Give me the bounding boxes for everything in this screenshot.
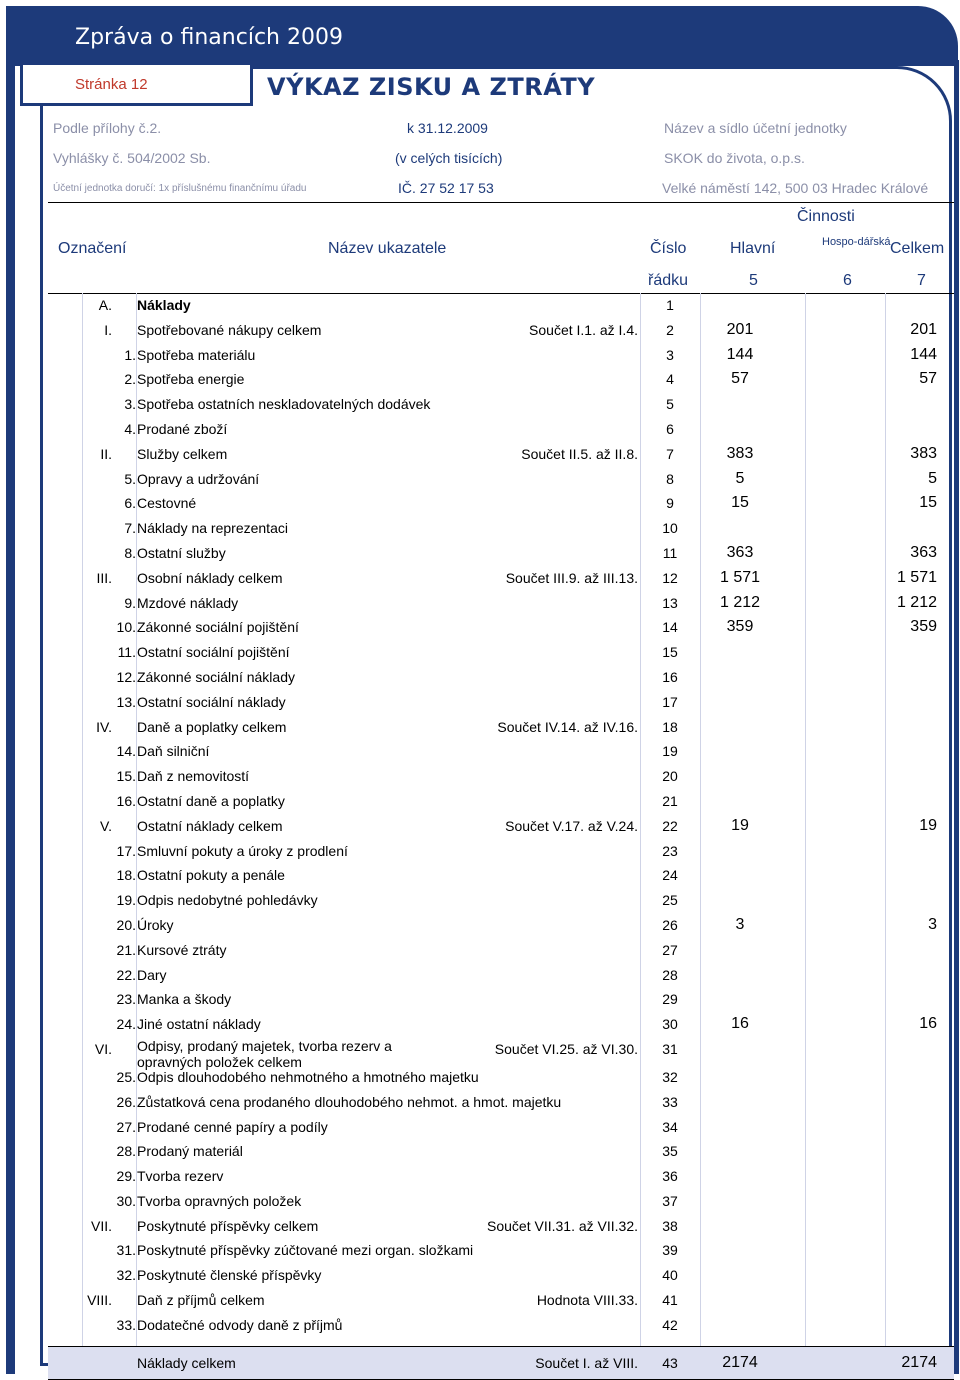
table-row	[48, 963, 954, 988]
row-name: Spotřeba ostatních neskladovatelných dodávek	[137, 396, 431, 413]
row-number: 16	[662, 668, 678, 685]
row-total-value: 144	[910, 345, 937, 363]
table-row	[48, 1313, 954, 1338]
row-number: 33	[662, 1093, 678, 1110]
row-total-value: 363	[910, 543, 937, 561]
row-name: Odpis nedobytné pohledávky	[137, 892, 318, 909]
row-total-value: 1 212	[896, 593, 937, 611]
row-sub-number: 28.	[116, 1143, 136, 1160]
row-sub-number: 9.	[124, 594, 136, 611]
row-number: 21	[662, 792, 678, 809]
row-name: Jiné ostatní náklady	[137, 1016, 261, 1033]
table-row	[48, 417, 954, 442]
row-number: 6	[666, 420, 674, 437]
row-number: 3	[666, 346, 674, 363]
row-name: Cestovné	[137, 495, 197, 512]
row-name: Ostatní daně a poplatky	[137, 792, 285, 809]
table-row	[48, 467, 954, 492]
table-row	[48, 318, 954, 343]
row-number: 34	[662, 1118, 678, 1135]
row-number: 11	[662, 544, 678, 561]
row-main-value: 144	[726, 345, 754, 363]
row-name: Dary	[137, 966, 167, 983]
row-name: Prodané zboží	[137, 420, 228, 437]
table-row	[48, 516, 954, 541]
table-row	[48, 442, 954, 467]
row-total-value: 19	[919, 816, 937, 834]
row-main-value: 383	[726, 444, 754, 462]
row-sub-number: 20.	[116, 916, 136, 933]
row-main-value: 363	[726, 543, 754, 561]
row-sub-number: 3.	[124, 396, 136, 413]
row-number: 26	[662, 916, 678, 933]
row-name: Náklady na reprezentaci	[137, 520, 288, 537]
row-sub-number: 30.	[116, 1192, 136, 1209]
row-main-value: 359	[726, 618, 754, 636]
row-name: Poskytnuté členské příspěvky	[137, 1267, 322, 1284]
table-row	[48, 491, 954, 516]
row-sub-number: 12.	[116, 668, 136, 685]
row-main-value: 15	[731, 494, 749, 512]
row-mark: VIII.	[87, 1292, 112, 1309]
row-number: 29	[662, 991, 678, 1008]
row-sub-number: 24.	[116, 1016, 136, 1033]
entity-name: SKOK do života, o.p.s.	[664, 150, 805, 166]
table-row	[48, 1189, 954, 1214]
row-number: 17	[662, 693, 678, 710]
row-name: Daň z nemovitostí	[137, 768, 250, 785]
row-mark: I.	[104, 321, 112, 338]
row-sub-number: 33.	[116, 1316, 136, 1333]
table-row	[48, 1115, 954, 1140]
row-total-value: 57	[919, 370, 937, 388]
row-name: Náklady	[137, 297, 191, 313]
row-name: Kursové ztráty	[137, 941, 227, 958]
row-name: Služby celkem	[137, 445, 228, 462]
row-total-value: 15	[919, 494, 937, 512]
table-row	[48, 913, 954, 938]
row-label-header: řádku	[648, 272, 689, 289]
row-name: Odpis dlouhodobého nehmotného a hmotného majetku	[137, 1068, 479, 1085]
row-number: 10	[662, 520, 678, 537]
table-row	[48, 690, 954, 715]
row-sub-number: 4.	[124, 420, 136, 437]
row-main-value: 57	[731, 370, 749, 388]
page-tag	[20, 62, 253, 106]
row-total-value: 1 571	[896, 568, 937, 586]
row-total-value: 5	[928, 469, 937, 487]
row-number: 37	[662, 1192, 678, 1209]
table-row	[48, 789, 954, 814]
row-sum-rule: Součet II.5. až II.8.	[521, 445, 638, 462]
row-sub-number: 1.	[124, 346, 136, 363]
row-number: 36	[662, 1168, 678, 1185]
row-name: Spotřeba materiálu	[137, 346, 256, 363]
row-number: 14	[662, 619, 678, 636]
total-row-number: 43	[662, 1354, 678, 1371]
row-name: Zákonné sociální pojištění	[137, 619, 299, 636]
frame-right-border	[954, 60, 959, 1374]
row-main-value: 201	[726, 320, 754, 338]
row-main-value: 16	[731, 1015, 749, 1033]
row-number: 39	[662, 1242, 678, 1259]
row-name: Ostatní pokuty a penále	[137, 867, 285, 884]
entity-label: Název a sídlo účetní jednotky	[664, 120, 847, 136]
row-number: 1	[666, 297, 674, 313]
indicator-name-header: Název ukazatele	[328, 240, 447, 257]
row-sub-number: 6.	[124, 495, 136, 512]
table-row	[48, 1065, 954, 1090]
row-name: Prodané cenné papíry a podíly	[137, 1118, 328, 1135]
row-sub-number: 8.	[124, 544, 136, 561]
row-sub-number: 27.	[116, 1118, 136, 1135]
row-total-value: 201	[910, 320, 937, 338]
row-number: 20	[662, 768, 678, 785]
table-row	[48, 1139, 954, 1164]
table-row	[48, 1288, 954, 1313]
delivery-note: Účetní jednotka doručí: 1x příslušnému finančnímu úřadu	[53, 183, 307, 194]
table-row	[48, 987, 954, 1012]
row-number: 22	[662, 817, 678, 834]
main-activity-header: Hlavní	[730, 240, 776, 257]
row-number: 32	[662, 1068, 678, 1085]
row-sum-rule: Součet I.1. až I.4.	[529, 321, 638, 338]
table-row	[48, 1263, 954, 1288]
table-row	[48, 615, 954, 640]
table-row	[48, 591, 954, 616]
table-row	[48, 566, 954, 591]
table-row	[48, 888, 954, 913]
table-row	[48, 839, 954, 864]
table-row	[48, 1012, 954, 1037]
row-number: 38	[662, 1217, 678, 1234]
row-total-value: 383	[910, 444, 937, 462]
row-number: 42	[662, 1316, 678, 1333]
row-name: Smluvní pokuty a úroky z prodlení	[137, 842, 348, 859]
row-number: 9	[666, 495, 674, 512]
row-number: 25	[662, 892, 678, 909]
row-number: 30	[662, 1016, 678, 1033]
row-sub-number: 10.	[116, 619, 136, 636]
row-sub-number: 22.	[116, 966, 136, 983]
table-row	[48, 764, 954, 789]
economic-activity-header: Hospo-dářská	[822, 236, 891, 248]
col-main-number: 5	[749, 272, 758, 289]
designation-header: Označení	[58, 240, 127, 257]
row-sum-rule: Hodnota VIII.33.	[536, 1292, 638, 1309]
total-row-total-value: 2174	[901, 1353, 937, 1371]
row-total-value: 16	[919, 1015, 937, 1033]
row-sub-number: 16.	[116, 792, 136, 809]
row-name: Ostatní sociální náklady	[137, 693, 286, 710]
row-number: 23	[662, 842, 678, 859]
row-number: 28	[662, 966, 678, 983]
table-row	[48, 814, 954, 839]
row-number: 2	[666, 321, 674, 338]
total-row-sum-rule: Součet I. až VIII.	[535, 1354, 638, 1371]
total-row-name: Náklady celkem	[137, 1354, 236, 1371]
row-total-value: 359	[910, 618, 937, 636]
row-sub-number: 15.	[116, 768, 136, 785]
units-note: (v celých tisících)	[395, 150, 503, 166]
frame-left-border	[6, 60, 15, 1374]
row-sub-number: 32.	[116, 1267, 136, 1284]
total-header: Celkem	[890, 240, 945, 257]
row-number: 12	[662, 569, 678, 586]
table-row	[48, 863, 954, 888]
table-row	[48, 938, 954, 963]
row-number: 31	[662, 1040, 678, 1057]
row-number: 41	[662, 1292, 678, 1309]
table-row	[48, 1164, 954, 1189]
table-row	[48, 1238, 954, 1263]
row-sub-number: 5.	[124, 470, 136, 487]
row-number: 4	[666, 371, 674, 388]
table-row	[48, 293, 954, 318]
row-name: Manka a škody	[137, 991, 232, 1008]
row-number: 5	[666, 396, 674, 413]
row-main-value: 19	[731, 816, 749, 834]
row-number: 18	[662, 718, 678, 735]
row-sub-number: 21.	[116, 941, 136, 958]
row-sub-number: 2.	[124, 371, 136, 388]
table-row	[48, 1090, 954, 1115]
row-sub-number: 29.	[116, 1168, 136, 1185]
number-header: Číslo	[650, 240, 687, 257]
row-main-value: 3	[735, 915, 745, 933]
table-row	[48, 640, 954, 665]
entity-address: Velké náměstí 142, 500 03 Hradec Králové	[662, 180, 929, 196]
header-top-rule	[48, 202, 954, 203]
row-sub-number: 25.	[116, 1068, 136, 1085]
row-sub-number: 17.	[116, 842, 136, 859]
row-name: Prodaný materiál	[137, 1143, 243, 1160]
row-main-value: 1 212	[719, 593, 761, 611]
row-sub-number: 13.	[116, 693, 136, 710]
table-row	[48, 1214, 954, 1239]
row-sum-rule: Součet IV.14. až IV.16.	[497, 718, 638, 735]
row-name: Daň silniční	[137, 743, 210, 760]
row-sub-number: 11.	[117, 644, 136, 661]
activities-header: Činnosti	[797, 208, 855, 225]
row-name: Opravy a udržování	[137, 470, 260, 487]
row-mark: VI.	[94, 1040, 112, 1057]
table-row	[48, 1037, 954, 1070]
row-main-value: 1 571	[719, 568, 761, 586]
table-row	[48, 367, 954, 392]
row-name: Odpisy, prodaný majetek, tvorba rezerv a opravných položek celkem	[137, 1037, 392, 1070]
row-name: Ostatní sociální pojištění	[137, 644, 290, 661]
table-row	[48, 343, 954, 368]
table-row	[48, 715, 954, 740]
row-name: Osobní náklady celkem	[137, 569, 283, 586]
row-name: Ostatní služby	[137, 544, 226, 561]
row-number: 40	[662, 1267, 678, 1284]
row-name: Poskytnuté příspěvky zúčtované mezi organ. složkami	[137, 1242, 474, 1259]
row-name: Úroky	[137, 916, 174, 933]
row-name: Poskytnuté příspěvky celkem	[137, 1217, 319, 1234]
row-name: Daně a poplatky celkem	[137, 718, 287, 735]
row-sub-number: 31.	[116, 1242, 136, 1259]
row-mark: III.	[96, 569, 112, 586]
decree-line-2: Vyhlášky č. 504/2002 Sb.	[53, 150, 211, 166]
row-sub-number: 19.	[116, 892, 136, 909]
row-number: 13	[662, 594, 678, 611]
row-mark: V.	[100, 817, 112, 834]
row-name: Dodatečné odvody daně z příjmů	[137, 1316, 343, 1333]
row-number: 15	[662, 644, 678, 661]
row-sum-rule: Součet VI.25. až VI.30.	[494, 1040, 638, 1057]
table-row	[48, 392, 954, 417]
report-title: Zpráva o financích 2009	[75, 25, 343, 50]
row-main-value: 5	[735, 469, 745, 487]
total-row	[48, 1346, 954, 1380]
table-row	[48, 739, 954, 764]
row-number: 8	[666, 470, 674, 487]
row-sum-rule: Součet VII.31. až VII.32.	[487, 1217, 638, 1234]
page-label: Stránka 12	[75, 76, 148, 93]
cost-table	[48, 293, 954, 1380]
row-name: Spotřeba energie	[137, 371, 245, 388]
row-number: 19	[662, 743, 678, 760]
row-mark: VII.	[90, 1217, 112, 1234]
row-number: 7	[666, 445, 674, 462]
row-mark: A.	[98, 297, 112, 313]
row-name: Ostatní náklady celkem	[137, 817, 283, 834]
table-row	[48, 665, 954, 690]
row-name: Tvorba opravných položek	[137, 1192, 302, 1209]
row-number: 24	[662, 867, 678, 884]
report-date: k 31.12.2009	[407, 120, 488, 136]
row-mark: II.	[100, 445, 112, 462]
row-total-value: 3	[928, 915, 937, 933]
row-name: Daň z příjmů celkem	[137, 1292, 265, 1309]
row-name: Mzdové náklady	[137, 594, 239, 611]
row-sum-rule: Součet V.17. až V.24.	[505, 817, 638, 834]
total-row-main-value: 2174	[722, 1353, 758, 1371]
col-total-number: 7	[917, 272, 926, 289]
row-sub-number: 26.	[116, 1093, 136, 1110]
row-name: Zůstatková cena prodaného dlouhodobého nehmot. a hmot. majetku	[137, 1093, 562, 1110]
row-sum-rule: Součet III.9. až III.13.	[505, 569, 638, 586]
row-number: 35	[662, 1143, 678, 1160]
row-sub-number: 23.	[116, 991, 136, 1008]
page-title: VÝKAZ ZISKU A ZTRÁTY	[267, 73, 596, 101]
row-sub-number: 18.	[116, 867, 136, 884]
table-row	[48, 541, 954, 566]
ico: IČ. 27 52 17 53	[398, 180, 494, 196]
row-name: Spotřebované nákupy celkem	[137, 321, 322, 338]
row-sub-number: 14.	[116, 743, 136, 760]
row-name: Zákonné sociální náklady	[137, 668, 295, 685]
row-name: Tvorba rezerv	[137, 1168, 224, 1185]
row-sub-number: 7.	[124, 520, 136, 537]
row-number: 27	[662, 941, 678, 958]
col-economic-number: 6	[843, 272, 852, 289]
decree-line-1: Podle přílohy č.2.	[53, 120, 162, 136]
row-mark: IV.	[96, 718, 112, 735]
